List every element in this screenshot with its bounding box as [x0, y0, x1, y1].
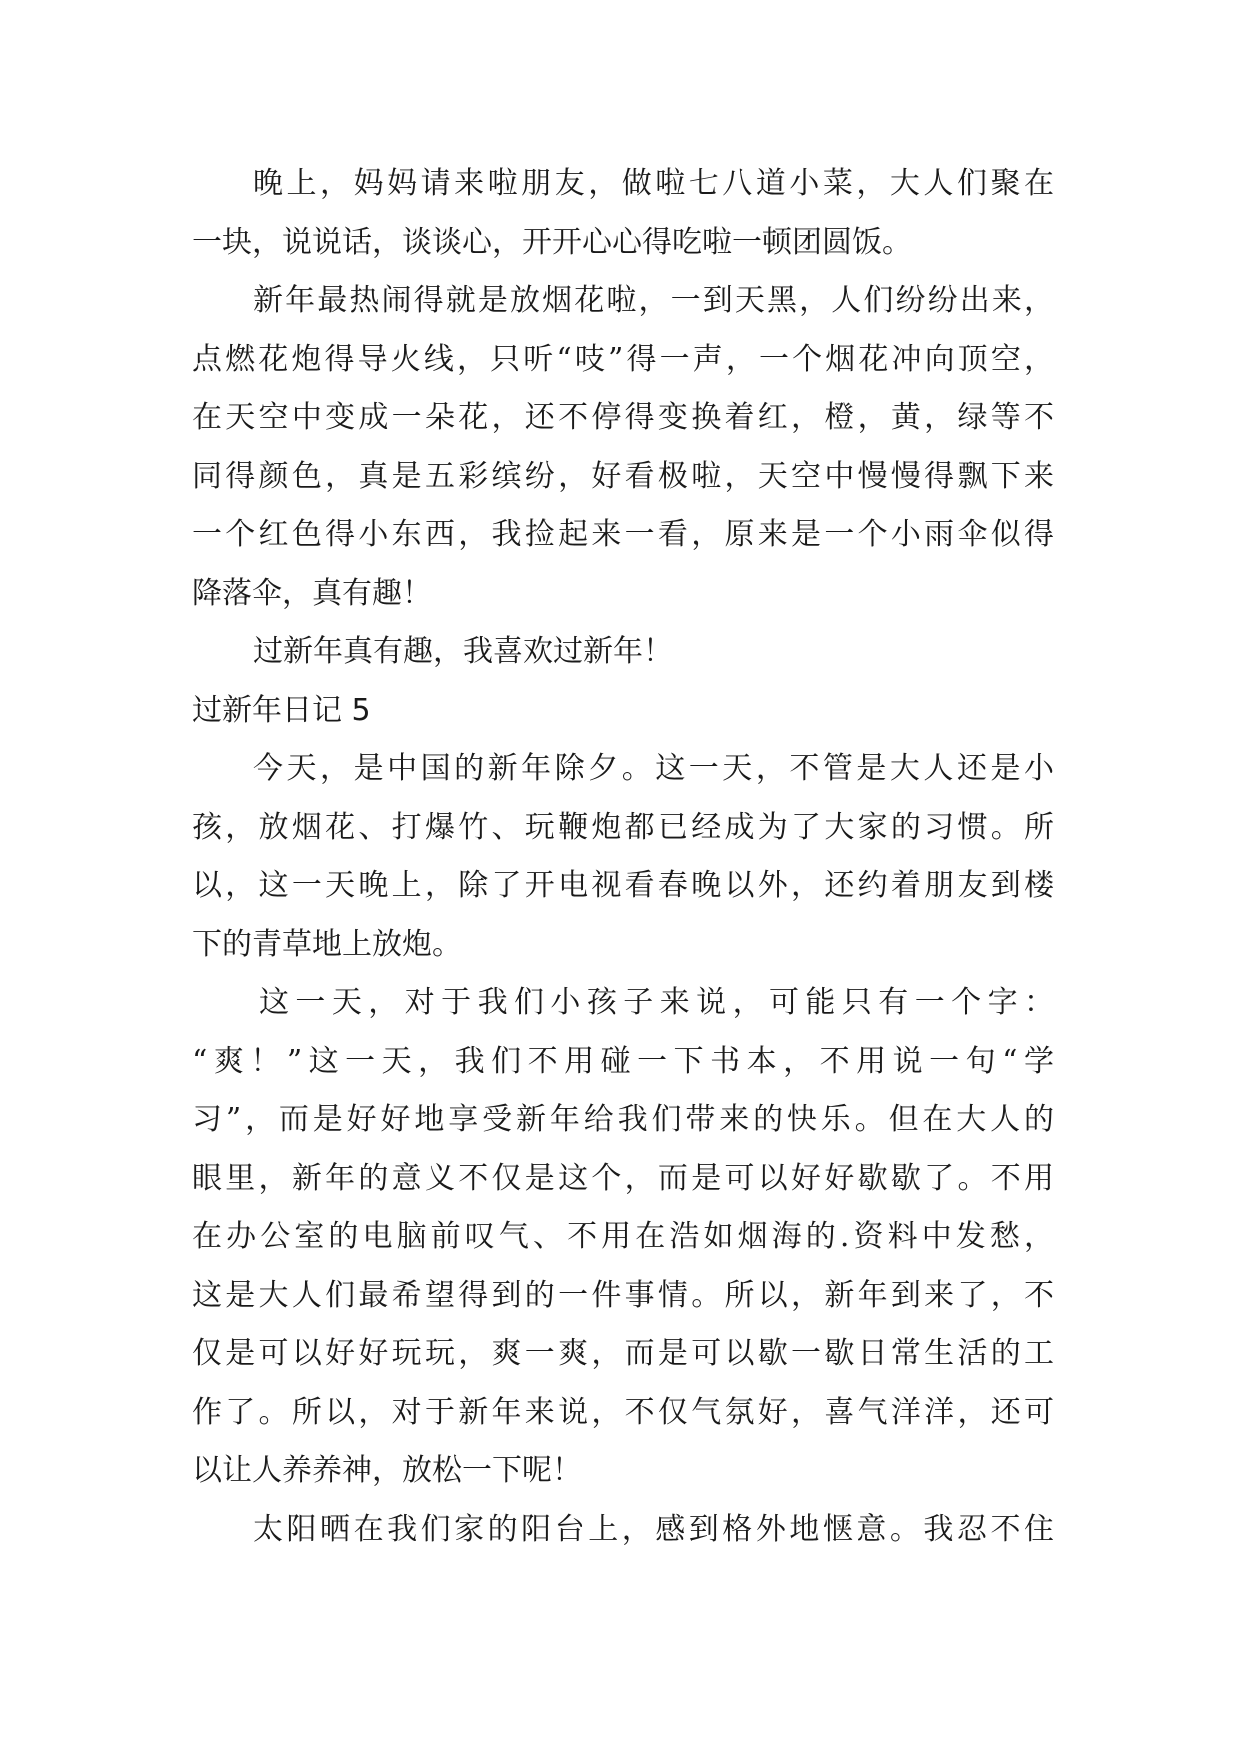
text-line: 眼里，新年的意义不仅是这个，而是可以好好歇歇了。不用 — [192, 1160, 1054, 1196]
document-body — [192, 155, 1054, 1559]
text-line: 在天空中变成一朵花，还不停得变换着红，橙，黄，绿等不 — [192, 400, 1054, 435]
text-line: 点燃花炮得导火线，只听“吱”得一声，一个烟花冲向顶空， — [192, 341, 1054, 377]
text-line: 仅是可以好好玩玩，爽一爽，而是可以歇一歇日常生活的工 — [192, 1336, 1054, 1371]
text-line: 晚上，妈妈请来啦朋友，做啦七八道小菜，大人们聚在 — [253, 166, 1054, 201]
paragraph — [192, 740, 1054, 974]
text-line: 今天，是中国的新年除夕。这一天，不管是大人还是小 — [253, 751, 1054, 786]
paragraph — [192, 974, 1054, 1501]
text-line: 降落伞，真有趣！ — [192, 575, 432, 611]
text-line: 习”，而是好好地享受新年给我们带来的快乐。但在大人的 — [192, 1102, 1054, 1137]
text-line: 下的青草地上放炮。 — [192, 926, 462, 962]
text-line: 过新年真有趣，我喜欢过新年！ — [253, 634, 673, 669]
section-heading: 过新年日记 5 — [192, 692, 371, 728]
text-line: 一块，说说话，谈谈心，开开心心得吃啦一顿团圆饭。 — [192, 224, 912, 260]
text-line: 这一天，对于我们小孩子来说，可能只有一个字： — [259, 985, 1054, 1020]
text-line: 太阳晒在我们家的阳台上，感到格外地惬意。我忍不住 — [253, 1511, 1054, 1547]
text-line: 一个红色得小东西，我捡起来一看，原来是一个小雨伞似得 — [192, 517, 1054, 552]
paragraph — [192, 155, 1054, 272]
text-line: “爽！”这一天，我们不用碰一下书本，不用说一句“学 — [192, 1043, 1054, 1079]
text-line: 以让人养养神，放松一下呢！ — [192, 1453, 582, 1488]
text-line: 以，这一天晚上，除了开电视看春晚以外，还约着朋友到楼 — [192, 868, 1054, 903]
paragraph — [192, 623, 1054, 682]
text-line: 在办公室的电脑前叹气、不用在浩如烟海的.资料中发愁， — [192, 1219, 1054, 1254]
text-line: 新年最热闹得就是放烟花啦，一到天黑，人们纷纷出来， — [253, 283, 1054, 318]
paragraph — [192, 1501, 1054, 1560]
text-line: 同得颜色，真是五彩缤纷，好看极啦，天空中慢慢得飘下来 — [192, 458, 1054, 494]
text-line: 孩，放烟花、打爆竹、玩鞭炮都已经成为了大家的习惯。所 — [192, 809, 1054, 845]
text-line: 这是大人们最希望得到的一件事情。所以，新年到来了，不 — [192, 1277, 1054, 1313]
text-line: 作了。所以，对于新年来说，不仅气氛好，喜气洋洋，还可 — [192, 1394, 1054, 1430]
paragraph — [192, 272, 1054, 623]
